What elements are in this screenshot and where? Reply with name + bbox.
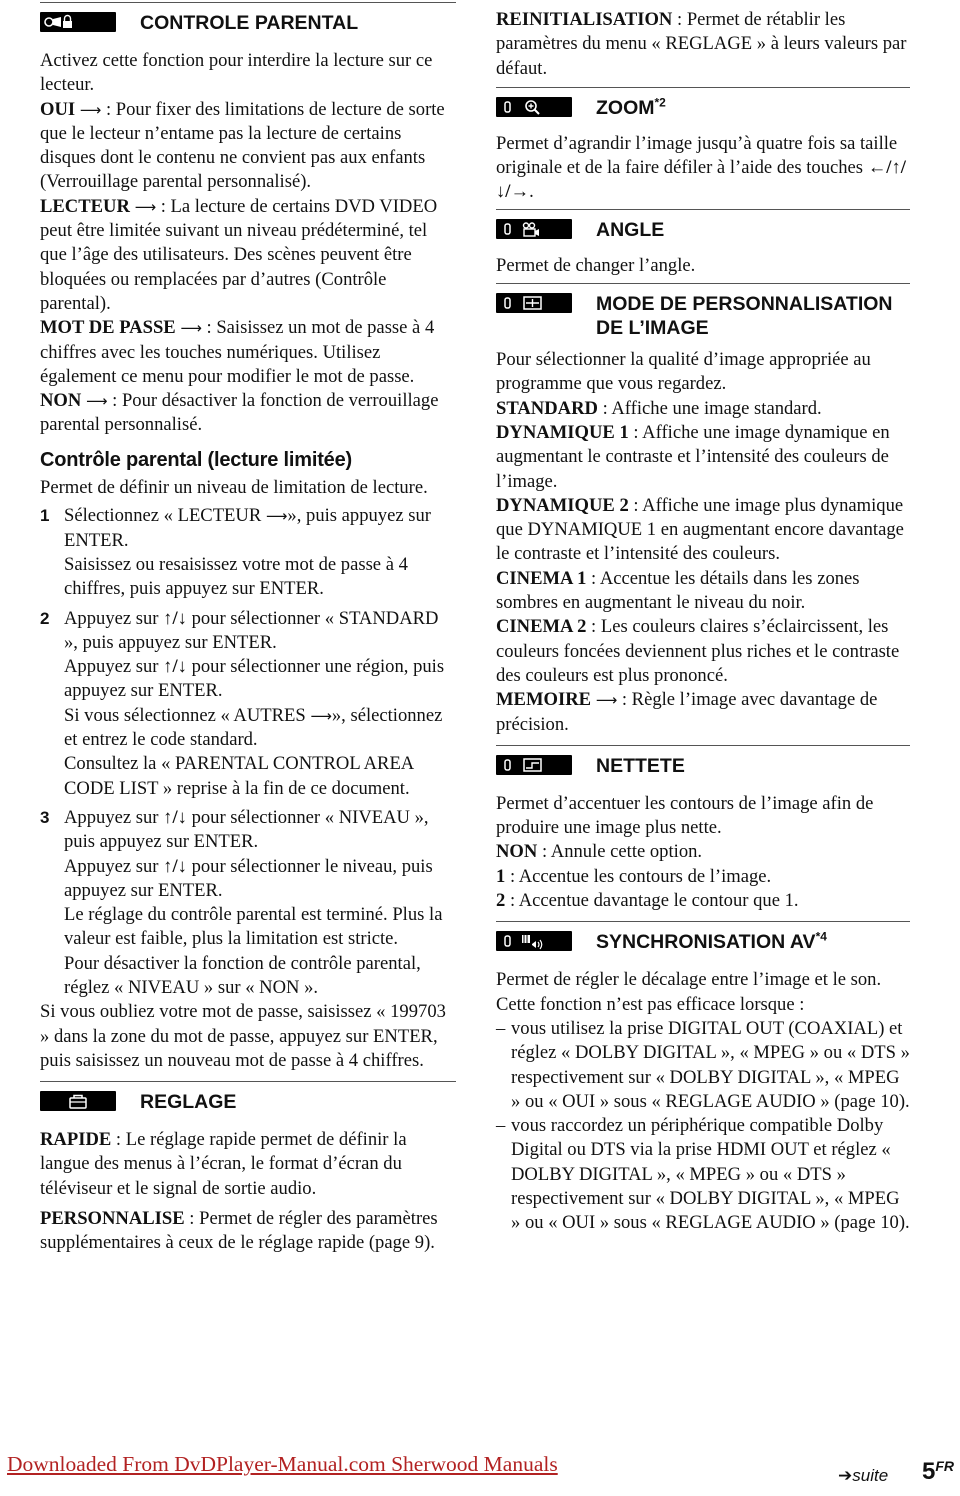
option-lecteur: LECTEUR ⟶ : La lecture de certains DVD VIDEO peut être limitée suivant un niveau prédéterminé, tel que l’âge des utilisateurs. Des scènes peuvent être bloquées ou remplacées par d’autres (Contrôle parental). <box>40 195 438 314</box>
right-column <box>496 0 910 1236</box>
mode-memoire: MEMOIRE ⟶ : Règle l’image avec davantage de précision. <box>496 689 878 735</box>
sync-condition-2: – vous raccordez un périphérique compatible Dolby Digital ou DTS via la prise HDMI OUT et réglez « DOLBY DIGITAL », « MPEG » ou « DTS » respectivement sur « DOLBY DIGITAL », « MPEG » ou « OUI » sous « REGLAGE AUDIO » (page 10). <box>496 1115 910 1234</box>
sync-intro: Permet de régler le décalage entre l’image et le son. <box>496 969 882 991</box>
section-title: SYNCHRONISATION AV$^{*4}$ <box>596 929 827 954</box>
up-down-icon: ↑/↓ <box>163 656 187 678</box>
option-mot-de-passe: MOT DE PASSE ⟶ : Saisissez un mot de passe à 4 chiffres avec les touches numériques. Utilisez également ce menu pour modifier le mot de passe. <box>40 317 435 387</box>
step-2: 2 Appuyez sur ↑/↓ pour sélectionner « STANDARD », puis appuyez sur ENTER. Appuyez sur ↑/↓ pour sélectionner une région, puis appuyez sur ENTER. Si vous sélectionnez « AUTRES ⟶», sélectionnez et entrez le code standard. Consultez la « PARENTAL CONTROL AREA CODE LIST » reprise à la fin de ce document. <box>40 607 445 799</box>
nettete-2: 2 : Accentue davantage le contour que 1. <box>496 890 799 912</box>
step-1: 1 Sélectionnez « LECTEUR ⟶», puis appuyez sur ENTER. Saisissez ou resaisissez votre mot de passe à 4 chiffres, puis appuyez sur ENTER. <box>40 505 431 600</box>
zoom-icon <box>496 97 572 117</box>
up-down-icon: ↑/↓ <box>163 806 187 828</box>
option-oui: OUI ⟶ : Pour fixer des limitations de lecture de sorte que le lecteur n’entame pas la lecture de certains disques dont le contenu ne convient pas aux enfants (Verrouillage parental personnalisé). <box>40 98 445 193</box>
mode-cinema-2: CINEMA 2 : Les couleurs claires s’éclaircissent, les couleurs foncées deviennent plus riches et le contraste des couleurs est plus prononcé. <box>496 616 900 686</box>
sync-not-effective: Cette fonction n’est pas efficace lorsque : <box>496 993 805 1015</box>
section-header-parental <box>40 2 456 41</box>
section-title: REGLAGE <box>140 1091 237 1114</box>
mode-standard: STANDARD : Affiche une image standard. <box>496 397 822 419</box>
nettete-1: 1 : Accentue les contours de l’image. <box>496 865 772 887</box>
forgot-password-note: Si vous oubliez votre mot de passe, saisissez « 199703 » dans la zone du mot de passe, appuyez sur ENTER, puis saisissez un nouveau mot de passe à 4 chiffres. <box>40 1001 446 1071</box>
section-header-sync <box>496 921 910 960</box>
mode-dynamique-2: DYNAMIQUE 2 : Affiche une image plus dynamique que DYNAMIQUE 1 en augmentant encore davantage le contraste et l’intensité des couleurs. <box>496 494 904 565</box>
page-number: $5^{FR}$ <box>922 1458 955 1485</box>
section-header-nettete <box>496 745 910 784</box>
section-title: ZOOM$^{*2}$ <box>596 95 666 119</box>
nettete-intro: Permet d’accentuer les contours de l’image afin de produire une image plus nette. <box>496 792 874 839</box>
parental-intro: Activez cette fonction pour interdire la lecture sur ce lecteur. <box>40 50 433 96</box>
nettete-non: NON : Annule cette option. <box>496 841 703 863</box>
sharpness-icon <box>496 755 572 775</box>
step-3: 3 Appuyez sur ↑/↓ pour sélectionner « NIVEAU », puis appuyez sur ENTER. Appuyez sur ↑/↓ pour sélectionner le niveau, puis appuyez sur ENTER. Le réglage du contrôle parental est terminé. Plus la valeur est faible, plus la limitation est stricte. Pour désactiver la fonction de contrôle parental, réglez « NIVEAU » sur « NON ». <box>40 806 443 998</box>
lock-icon <box>40 12 116 32</box>
up-down-icon: ↑/↓ <box>163 855 187 877</box>
reinitialisation: REINITIALISATION : Permet de rétablir les paramètres du menu « REGLAGE » à leurs valeurs par défaut. <box>496 9 907 79</box>
limited-heading: Contrôle parental (lecture limitée) <box>40 448 352 471</box>
limited-intro: Permet de définir un niveau de limitation de lecture. <box>40 477 428 499</box>
section-header-reglage <box>40 1081 456 1120</box>
up-down-icon: ↑/↓ <box>163 607 187 629</box>
mode-cinema-1: CINEMA 1 : Accentue les détails dans les zones sombres en augmentant le niveau du noir. <box>496 567 860 614</box>
section-header-angle <box>496 209 910 248</box>
section-header-mode <box>496 283 910 340</box>
left-column <box>40 0 456 1256</box>
reglage-personnalise: PERSONNALISE : Permet de régler des paramètres supplémentaires à ceux de le réglage rapide (page 9). <box>40 1208 438 1254</box>
av-sync-icon <box>496 931 572 951</box>
toolbox-icon <box>40 1091 116 1111</box>
reglage-rapide: RAPIDE : Le réglage rapide permet de définir la langue des menus à l’écran, le format d’écran du téléviseur et le signal de sortie audio. <box>40 1129 407 1199</box>
section-title: MODE DE PERSONNALISATION DE L’IMAGE <box>596 293 893 340</box>
arrow-keys-icon: ←/↑/↓/→ <box>496 157 906 203</box>
angle-text: Permet de changer l’angle. <box>496 254 696 276</box>
sync-condition-1: – vous utilisez la prise DIGITAL OUT (COAXIAL) et réglez « DOLBY DIGITAL », « MPEG » ou « DTS » respectivement sur « DOLBY DIGITAL », « MPEG » ou « OUI » sous « REGLAGE AUDIO » (page 10). <box>496 1017 910 1112</box>
section-header-zoom <box>496 87 910 126</box>
download-source-link[interactable]: Downloaded From DvDPlayer-Manual.com Sherwood Manuals <box>7 1452 558 1476</box>
section-title: NETTETE <box>596 754 685 777</box>
option-non: NON ⟶ : Pour désactiver la fonction de verrouillage parental personnalisé. <box>40 390 439 436</box>
mode-intro: Pour sélectionner la qualité d’image appropriée au programme que vous regardez. <box>496 349 871 395</box>
camera-icon <box>496 219 572 239</box>
picture-adjust-icon <box>496 293 572 313</box>
zoom-text: Permet d’agrandir l’image jusqu’à quatre fois sa taille originale et de la faire défiler à l’aide des touches ←/↑/↓/→. <box>496 132 906 203</box>
section-title: CONTROLE PARENTAL <box>140 12 359 34</box>
arrow-right-icon: ➔ <box>838 1466 853 1485</box>
mode-dynamique-1: DYNAMIQUE 1 : Affiche une image dynamique en augmentant le contraste et l’intensité des couleurs de l’image. <box>496 421 890 492</box>
section-title: ANGLE <box>596 218 665 241</box>
continue-indicator: ➔suite <box>838 1466 889 1485</box>
